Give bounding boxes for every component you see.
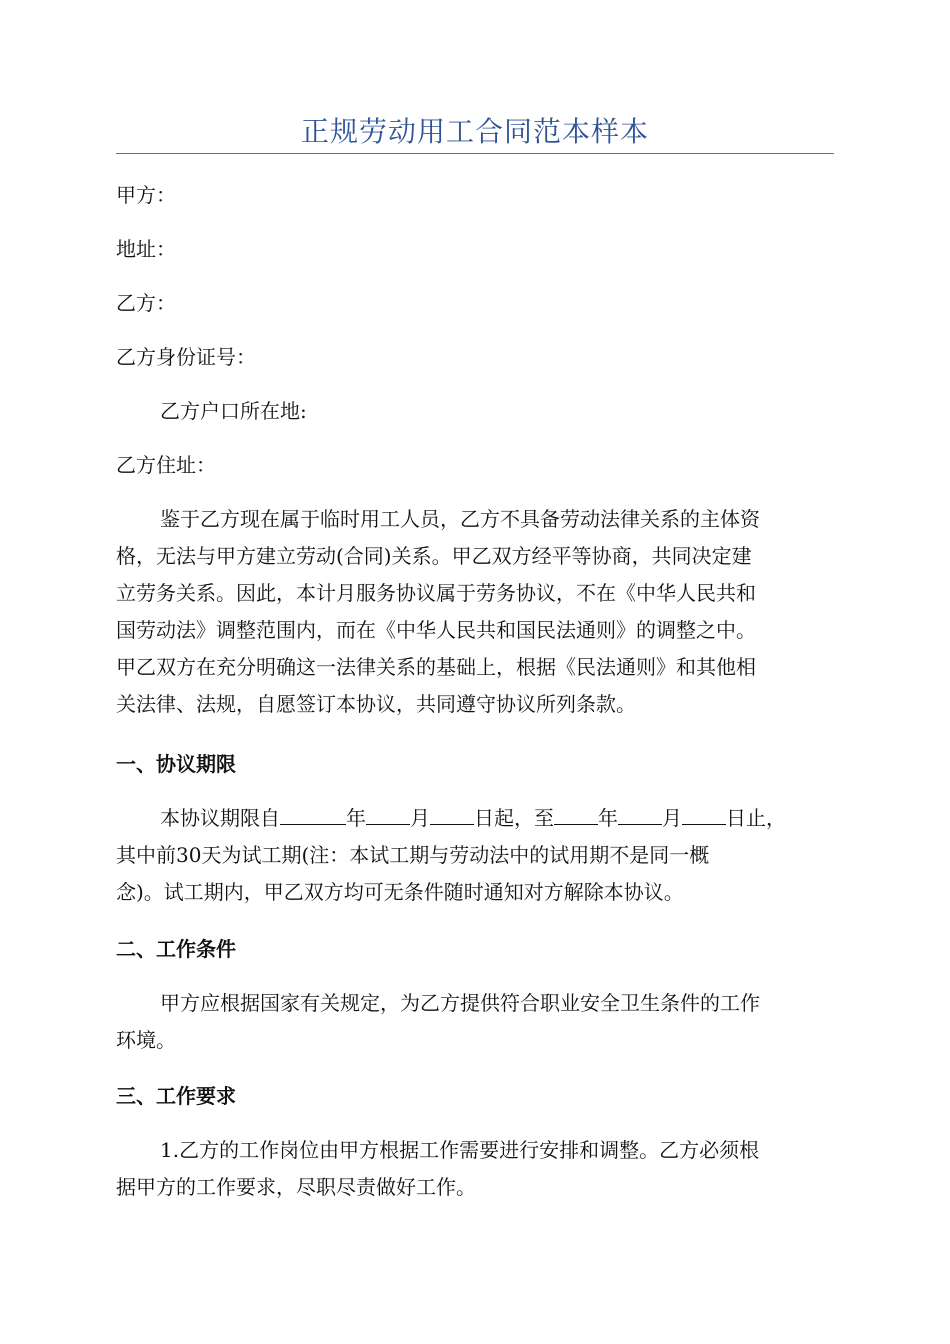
end-day-blank[interactable] <box>682 806 726 825</box>
term-line-2: 其中前30天为试工期(注：本试工期与劳动法中的试用期不是同一概 <box>116 843 710 867</box>
preamble-line-4: 国劳动法》调整范围内，而在《中华人民共和国民法通则》的调整之中。 <box>116 618 756 642</box>
field-party-b-id: 乙方身份证号： <box>116 345 256 369</box>
start-year-blank[interactable] <box>280 806 346 825</box>
field-party-a: 甲方： <box>116 183 176 207</box>
month-label-end: 月 <box>662 806 682 830</box>
requirements-line-2: 据甲方的工作要求，尽职尽责做好工作。 <box>116 1175 476 1199</box>
preamble-line-1: 鉴于乙方现在属于临时用工人员，乙方不具备劳动法律关系的主体资 <box>160 507 760 531</box>
section-heading-conditions: 二、工作条件 <box>116 937 236 961</box>
requirements-line-1: 1.乙方的工作岗位由甲方根据工作需要进行安排和调整。乙方必须根 <box>160 1138 760 1162</box>
conditions-line-2: 环境。 <box>116 1028 176 1052</box>
start-month-blank[interactable] <box>366 806 410 825</box>
year-label-end: 年 <box>598 806 618 830</box>
year-label: 年 <box>346 806 366 830</box>
month-label: 月 <box>410 806 430 830</box>
term-line-1 <box>160 803 786 833</box>
preamble-line-6: 关法律、法规，自愿签订本协议，共同遵守协议所列条款。 <box>116 692 636 716</box>
end-year-blank[interactable] <box>554 806 598 825</box>
preamble-line-5: 甲乙双方在充分明确这一法律关系的基础上，根据《民法通则》和其他相 <box>116 655 756 679</box>
document-title: 正规劳动用工合同范本样本 <box>300 115 649 148</box>
day-start-label: 日起，至 <box>474 806 554 830</box>
field-party-b-residence: 乙方住址： <box>116 453 216 477</box>
section-heading-term: 一、协议期限 <box>116 752 236 776</box>
start-day-blank[interactable] <box>430 806 474 825</box>
term-prefix: 本协议期限自 <box>160 806 280 830</box>
preamble-line-3: 立劳务关系。因此，本计月服务协议属于劳务协议，不在《中华人民共和 <box>116 581 756 605</box>
preamble-line-2: 格，无法与甲方建立劳动(合同)关系。甲乙双方经平等协商，共同决定建 <box>116 544 752 568</box>
term-line-3: 念)。试工期内，甲乙双方均可无条件随时通知对方解除本协议。 <box>116 880 684 904</box>
field-party-b-hukou: 乙方户口所在地: <box>160 399 307 423</box>
field-address: 地址： <box>116 237 176 261</box>
section-heading-requirements: 三、工作要求 <box>116 1084 236 1108</box>
field-party-b: 乙方： <box>116 291 176 315</box>
title-underline <box>116 153 834 154</box>
day-end-label: 日止， <box>726 806 786 830</box>
conditions-line-1: 甲方应根据国家有关规定，为乙方提供符合职业安全卫生条件的工作 <box>160 991 760 1015</box>
end-month-blank[interactable] <box>618 806 662 825</box>
